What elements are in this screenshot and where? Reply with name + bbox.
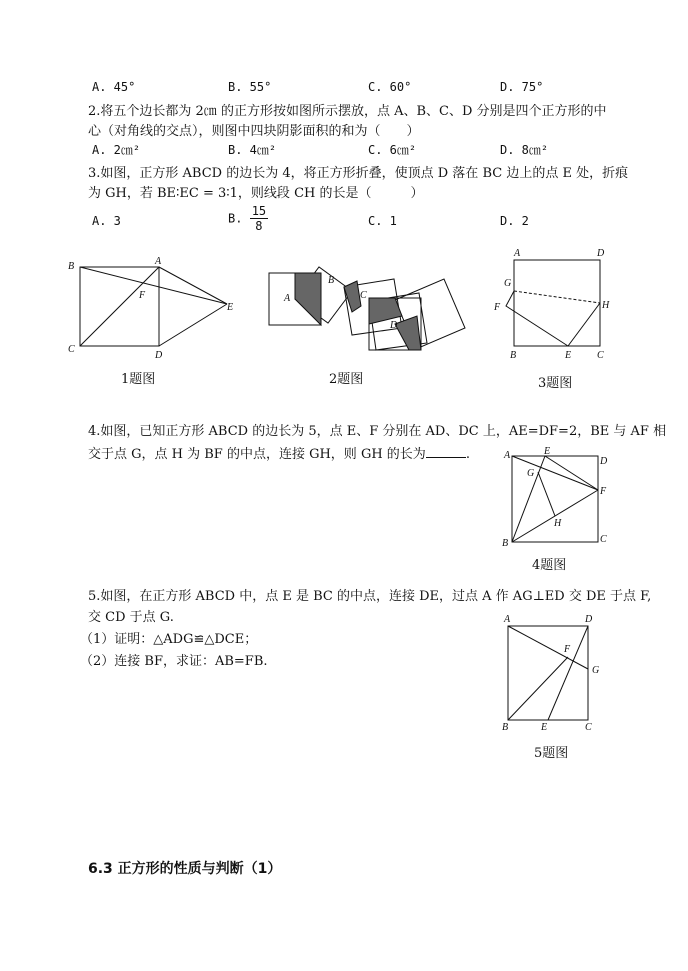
q2-stem-line1: 2.将五个边长都为 2㎝ 的正方形按如图所示摆放，点 A、B、C、D 分别是四个正方形的中 [88, 104, 607, 119]
q5-stem-line2: 交 CD 于点 G. [88, 610, 174, 625]
fig5-line-bf [508, 657, 568, 720]
fig4-line-gh [538, 472, 555, 516]
q1-option-b: B. 55° [228, 80, 272, 94]
q4-stem-line2-text: 交于点 G，点 H 为 BF 的中点，连接 GH，则 GH 的长为 [88, 447, 426, 462]
q4-stem-line2 [88, 443, 470, 462]
q4-stem-line2-end: . [465, 447, 470, 462]
fig4-square [512, 456, 598, 542]
q3-stem-line2: 为 GH，若 BE∶EC = 3∶1，则线段 CH 的长是（ ） [88, 186, 424, 201]
fig3-square [514, 260, 600, 346]
fig3-label-g: G [504, 278, 512, 289]
fig3-label-c: C [597, 350, 604, 361]
q4-answer-blank[interactable] [426, 445, 466, 458]
fig1-label-a: A [155, 256, 162, 267]
q1-option-a: A. 45° [92, 80, 136, 94]
fig3-folded-part [506, 291, 600, 346]
q2-option-d: D. 8㎝² [500, 143, 549, 157]
fig2-shaded-b [344, 281, 361, 312]
figure-1-diagram [62, 252, 242, 364]
q1-option-d: D. 75° [500, 80, 544, 94]
fig1-label-f: F [139, 290, 146, 301]
fig2-label-d: D [390, 320, 398, 331]
fig1-label-b: B [68, 261, 75, 272]
fig4-line-af [512, 456, 598, 490]
fig5-label-f: F [564, 644, 571, 655]
fig4-label-f: F [600, 486, 607, 497]
section-title: 6.3 正方形的性质与判断（1） [88, 861, 282, 877]
fig3-label-a: A [514, 248, 521, 259]
fig4-label-d: D [600, 456, 608, 467]
q2-option-c: C. 6㎝² [368, 143, 417, 157]
fig3-label-d: D [597, 248, 605, 259]
figure-5-caption: 5题图 [534, 746, 569, 761]
fig4-label-c: C [600, 534, 607, 545]
q3-option-d: D. 2 [500, 214, 529, 228]
fraction-denominator: 8 [255, 219, 263, 233]
q1-option-c: C. 60° [368, 80, 412, 94]
fig4-label-g: G [527, 468, 535, 479]
q3-option-a: A. 3 [92, 214, 121, 228]
q2-option-a: A. 2㎝² [92, 143, 141, 157]
fig1-label-c: C [68, 344, 75, 355]
fig2-label-a: A [284, 293, 291, 304]
q4-stem-line1: 4.如图，已知正方形 ABCD 的边长为 5，点 E、F 分别在 AD、DC 上，AE=DF=2，BE 与 AF 相 [88, 424, 667, 439]
fig1-label-d: D [155, 350, 163, 361]
fig3-label-h: H [602, 300, 610, 311]
fig5-square [508, 626, 588, 720]
figure-3-diagram [490, 246, 620, 364]
fig4-label-h: H [554, 518, 562, 529]
fig5-label-a: A [504, 614, 511, 625]
fig4-label-b: B [502, 538, 509, 548]
q5-stem-line1: 5.如图，在正方形 ABCD 中，点 E 是 BC 的中点，连接 DE，过点 A 作 AG⊥ED 交 DE 于点 F, [88, 589, 652, 604]
fig5-label-b: B [502, 722, 509, 733]
fig5-label-c: C [585, 722, 592, 733]
figure-4-diagram [498, 444, 616, 548]
fraction-numerator: 15 [251, 204, 267, 218]
figure-2-caption: 2题图 [329, 372, 364, 387]
fig5-line-ag [508, 626, 588, 669]
fig2-shaded-a [295, 273, 321, 325]
fig2-label-b: B [328, 275, 335, 286]
q3-option-b-fraction [250, 204, 268, 233]
fig5-label-d: D [585, 614, 593, 625]
figure-4-caption: 4题图 [532, 558, 567, 573]
fig3-label-b: B [510, 350, 517, 361]
figure-1-caption: 1题图 [121, 372, 156, 387]
fig2-label-c: C [360, 290, 367, 301]
fig5-label-g: G [592, 665, 600, 676]
fig3-label-f: F [494, 302, 501, 313]
fig1-label-e: E [227, 302, 234, 313]
fig1-line-ae [159, 267, 227, 304]
fig5-label-e: E [541, 722, 548, 733]
q2-stem-line2: 心（对角线的交点），则图中四块阴影面积的和为（ ） [88, 124, 420, 139]
q3-option-b [228, 204, 268, 233]
q3-stem-line1: 3.如图，正方形 ABCD 的边长为 4，将正方形折叠，使顶点 D 落在 BC 边上的点 E 处，折痕 [88, 166, 629, 181]
q2-option-b: B. 4㎝² [228, 143, 277, 157]
q3-option-c: C. 1 [368, 214, 397, 228]
fig1-line-de [159, 304, 227, 346]
fig3-label-e: E [565, 350, 572, 361]
q3-option-b-prefix: B. [228, 211, 243, 226]
figure-3-caption: 3题图 [538, 376, 573, 391]
q5-part-1: （1）证明：△ADG≌△DCE； [80, 632, 258, 647]
fig4-line-ef [545, 456, 598, 490]
fig4-label-e: E [544, 446, 551, 457]
fig1-line-ca [80, 267, 159, 346]
fig4-label-a: A [504, 450, 511, 461]
fig2-shaded-d [395, 316, 421, 350]
fig3-fold-line [514, 291, 600, 303]
q5-part-2: （2）连接 BF，求证：AB=FB. [80, 654, 268, 669]
figure-5-diagram [496, 610, 616, 734]
figure-2-diagram [262, 246, 474, 366]
fig5-line-de [548, 626, 588, 720]
